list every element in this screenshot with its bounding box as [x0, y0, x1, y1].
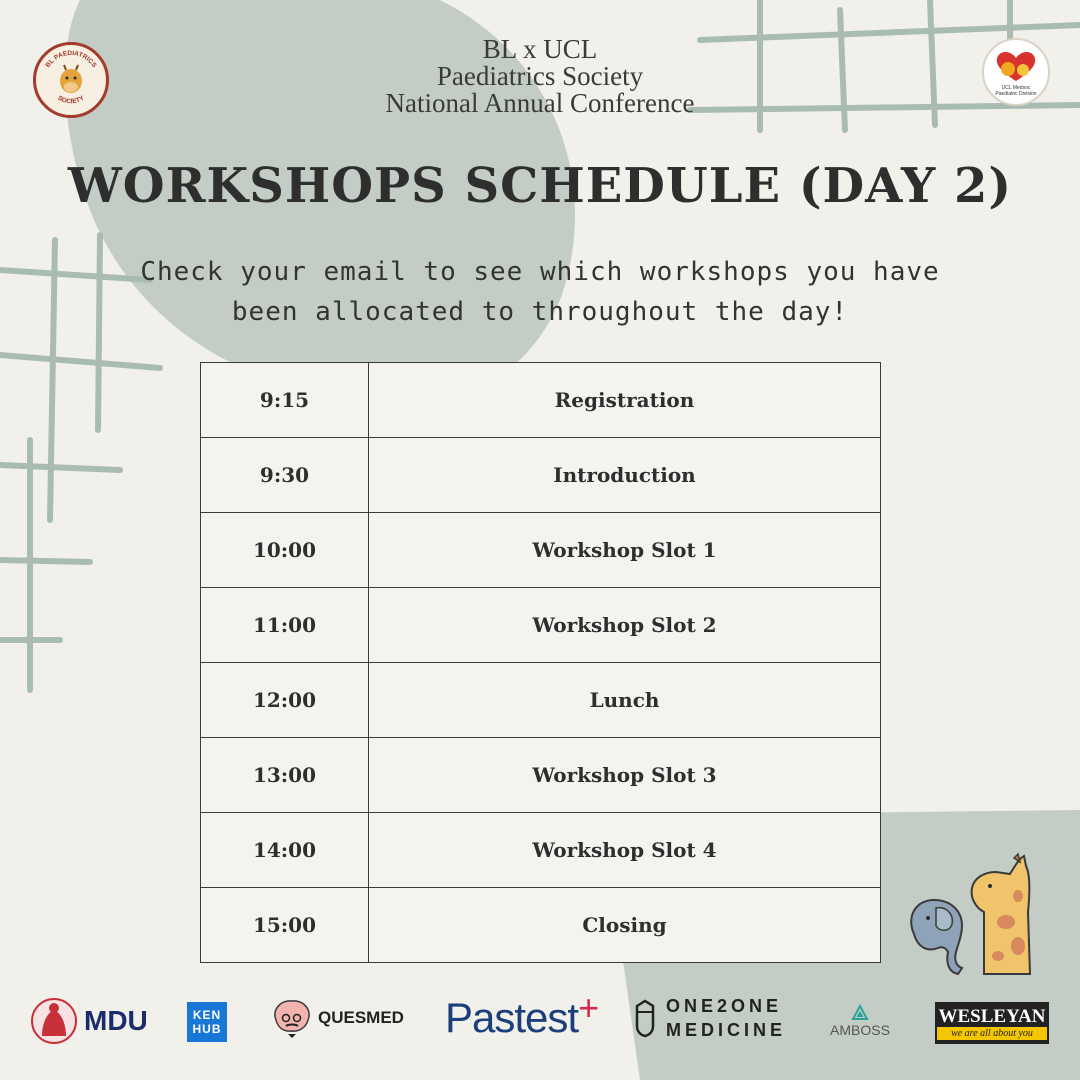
table-row [201, 438, 881, 513]
table-row [201, 663, 881, 738]
one2one-label-bottom: MEDICINE [666, 1020, 787, 1040]
wesleyan-tagline: we are all about you [937, 1027, 1047, 1040]
schedule-event: Workshop Slot 1 [369, 513, 881, 588]
page-title: WORKSHOPS SCHEDULE (DAY 2) [67, 158, 1013, 214]
quesmed-label: QUESMED [318, 1008, 404, 1027]
table-row [201, 588, 881, 663]
conference-line-3: National Annual Conference [385, 88, 695, 118]
logo-left-text-bottom: SOCIETY [56, 94, 86, 106]
schedule-time: 9:30 [201, 438, 369, 513]
sponsor-kenhub [187, 1002, 227, 1042]
subtitle-line-2: been allocated to throughout the day! [231, 297, 849, 327]
conference-line-2: Paediatrics Society [436, 61, 644, 91]
table-row [201, 513, 881, 588]
kenhub-label-top: KEN [192, 1008, 222, 1022]
sponsor-wesleyan [935, 1002, 1049, 1044]
pastest-plus: + [578, 987, 599, 1028]
svg-text:BL PAEDIATRICS [44, 50, 97, 70]
table-row [201, 363, 881, 438]
schedule-event: Lunch [369, 663, 881, 738]
logo-left-text-top: BL PAEDIATRICS [44, 49, 98, 69]
schedule-time: 15:00 [201, 888, 369, 963]
shield-icon [634, 998, 656, 1038]
sponsor-quesmed [270, 996, 404, 1040]
schedule-event: Registration [369, 363, 881, 438]
brain-icon [270, 996, 314, 1040]
giraffe-icon [972, 854, 1030, 974]
schedule-table [200, 362, 881, 963]
table-row [201, 888, 881, 963]
schedule-time: 9:15 [201, 363, 369, 438]
schedule-event: Workshop Slot 4 [369, 813, 881, 888]
mdu-label: MDU [84, 1005, 148, 1036]
conference-title [300, 36, 780, 117]
conference-line-1: BL x UCL [482, 34, 598, 64]
elephant-giraffe-illustration [906, 852, 1036, 978]
elephant-icon [911, 900, 962, 974]
wesleyan-label: WESLEYAN [938, 1005, 1046, 1027]
heart-animals-icon [990, 47, 1042, 85]
subtitle-line-1: Check your email to see which workshops you have [140, 257, 940, 287]
logo-right-text: UCL Medsoc Paediatric Division [995, 85, 1037, 97]
schedule-time: 12:00 [201, 663, 369, 738]
schedule-event: Closing [369, 888, 881, 963]
sponsor-amboss [830, 1004, 890, 1038]
sponsor-one2one-medicine [634, 994, 786, 1042]
table-row [201, 813, 881, 888]
triangle-icon [851, 1004, 869, 1022]
subtitle [110, 252, 970, 332]
giraffe-logo-icon [36, 45, 106, 115]
schedule-event: Workshop Slot 2 [369, 588, 881, 663]
schedule-time: 10:00 [201, 513, 369, 588]
table-row [201, 738, 881, 813]
schedule-event: Introduction [369, 438, 881, 513]
sponsor-pastest [445, 987, 599, 1042]
schedule-time: 14:00 [201, 813, 369, 888]
one2one-label-top: ONE2ONE [666, 996, 783, 1016]
pastest-label: Pastest [445, 994, 579, 1041]
sponsors-row [0, 987, 1080, 1060]
amboss-label: AMBOSS [830, 1022, 890, 1038]
sponsor-mdu [30, 996, 148, 1046]
schedule-time: 11:00 [201, 588, 369, 663]
kenhub-label-bottom: HUB [192, 1022, 222, 1036]
svg-text:SOCIETY [57, 94, 87, 105]
mdu-emblem-icon [30, 996, 78, 1046]
schedule-time: 13:00 [201, 738, 369, 813]
ucl-medsoc-paediatric-logo [982, 38, 1050, 106]
schedule-event: Workshop Slot 3 [369, 738, 881, 813]
bl-paediatrics-society-logo [33, 42, 109, 118]
